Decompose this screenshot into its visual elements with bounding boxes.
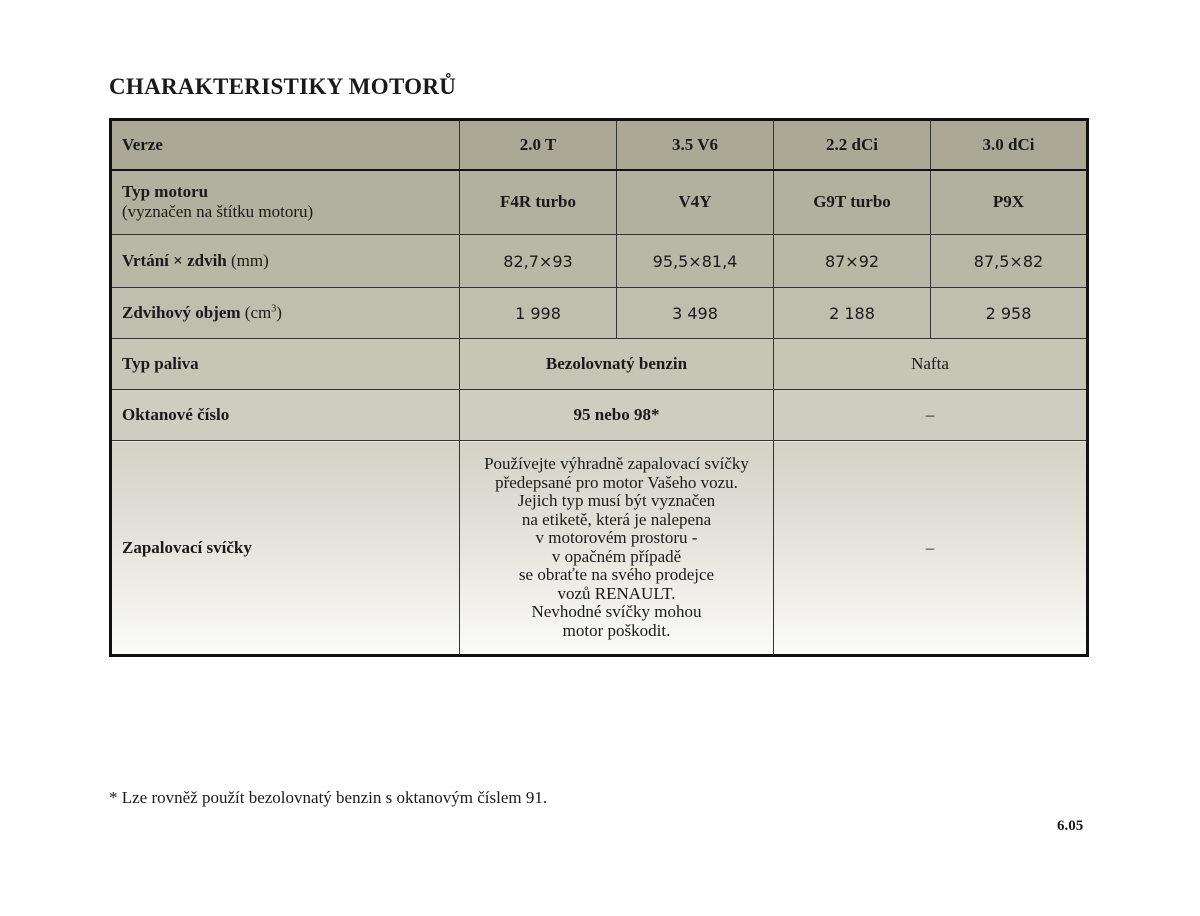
notice-line: Používejte výhradně zapalovací svíčky	[484, 454, 749, 473]
engine-spec-table	[109, 118, 1089, 657]
page-number: 6.05	[1057, 818, 1084, 834]
row-label-bore-stroke	[111, 235, 460, 288]
displacement-cell: 1 998	[460, 288, 617, 339]
row-label-fuel: Typ paliva	[111, 339, 460, 390]
table-row-displacement	[111, 288, 1088, 339]
bore-stroke-cell: 87,5×82	[931, 235, 1088, 288]
version-cell: 3.5 V6	[617, 120, 774, 170]
octane-petrol-cell: 95 nebo 98*	[460, 390, 774, 441]
notice-line: Nevhodné svíčky mohou	[531, 602, 702, 621]
table-row-bore-stroke	[111, 235, 1088, 288]
table-row-engine-type	[111, 170, 1088, 235]
version-cell: 2.2 dCi	[774, 120, 931, 170]
notice-line: se obraťte na svého prodejce	[518, 565, 715, 584]
engine-type-cell: V4Y	[617, 170, 774, 235]
fuel-petrol-cell: Bezolovnatý benzin	[460, 339, 774, 390]
table-header-row	[111, 120, 1088, 170]
displacement-label: Zdvihový objem	[122, 303, 241, 322]
row-label-spark-plugs: Zapalovací svíčky	[111, 441, 460, 656]
engine-type-cell: F4R turbo	[460, 170, 617, 235]
displacement-cell: 2 958	[931, 288, 1088, 339]
notice-line: předepsané pro motor Vašeho vozu.	[495, 472, 738, 492]
fuel-diesel-cell: Nafta	[774, 339, 1088, 390]
table-row-spark-plugs	[111, 441, 1088, 656]
engine-type-cell: P9X	[931, 170, 1088, 235]
notice-line: na etiketě, která je nalepena	[521, 509, 712, 529]
bore-stroke-cell: 82,7×93	[460, 235, 617, 288]
page-title: CHARAKTERISTIKY MOTORŮ	[109, 74, 457, 99]
notice-line: Jejich typ musí být vyznačen	[517, 491, 716, 510]
notice-line: v motorovém prostoru -	[535, 528, 698, 547]
table-row-octane	[111, 390, 1088, 441]
bore-stroke-cell: 95,5×81,4	[617, 235, 774, 288]
spark-plugs-notice	[460, 441, 774, 656]
engine-type-sublabel: (vyznačen na štítku motoru)	[122, 202, 314, 222]
footnote: * Lze rovněž použít bezolovnatý benzin s oktanovým číslem 91.	[109, 788, 548, 807]
version-cell: 2.0 T	[460, 120, 617, 170]
row-label-engine-type	[111, 170, 460, 235]
bore-stroke-unit: (mm)	[231, 251, 269, 270]
notice-line: vozů RENAULT.	[557, 583, 676, 603]
engine-type-cell: G9T turbo	[774, 170, 931, 235]
displacement-unit: $(cm^3)$	[244, 303, 282, 322]
notice-line: motor poškodit.	[562, 620, 671, 640]
displacement-cell: 2 188	[774, 288, 931, 339]
row-label-octane: Oktanové číslo	[111, 390, 460, 441]
row-label-displacement	[111, 288, 460, 339]
bore-stroke-cell: 87×92	[774, 235, 931, 288]
spark-plugs-diesel-cell: –	[774, 441, 1088, 656]
row-label-version: Verze	[111, 120, 460, 170]
table-row-fuel	[111, 339, 1088, 390]
bore-stroke-label: Vrtání × zdvih	[122, 251, 227, 270]
engine-type-label: Typ motoru	[122, 182, 209, 202]
notice-line: v opačném případě	[551, 546, 682, 566]
octane-diesel-cell: –	[774, 390, 1088, 441]
version-cell: 3.0 dCi	[931, 120, 1088, 170]
displacement-cell: 3 498	[617, 288, 774, 339]
